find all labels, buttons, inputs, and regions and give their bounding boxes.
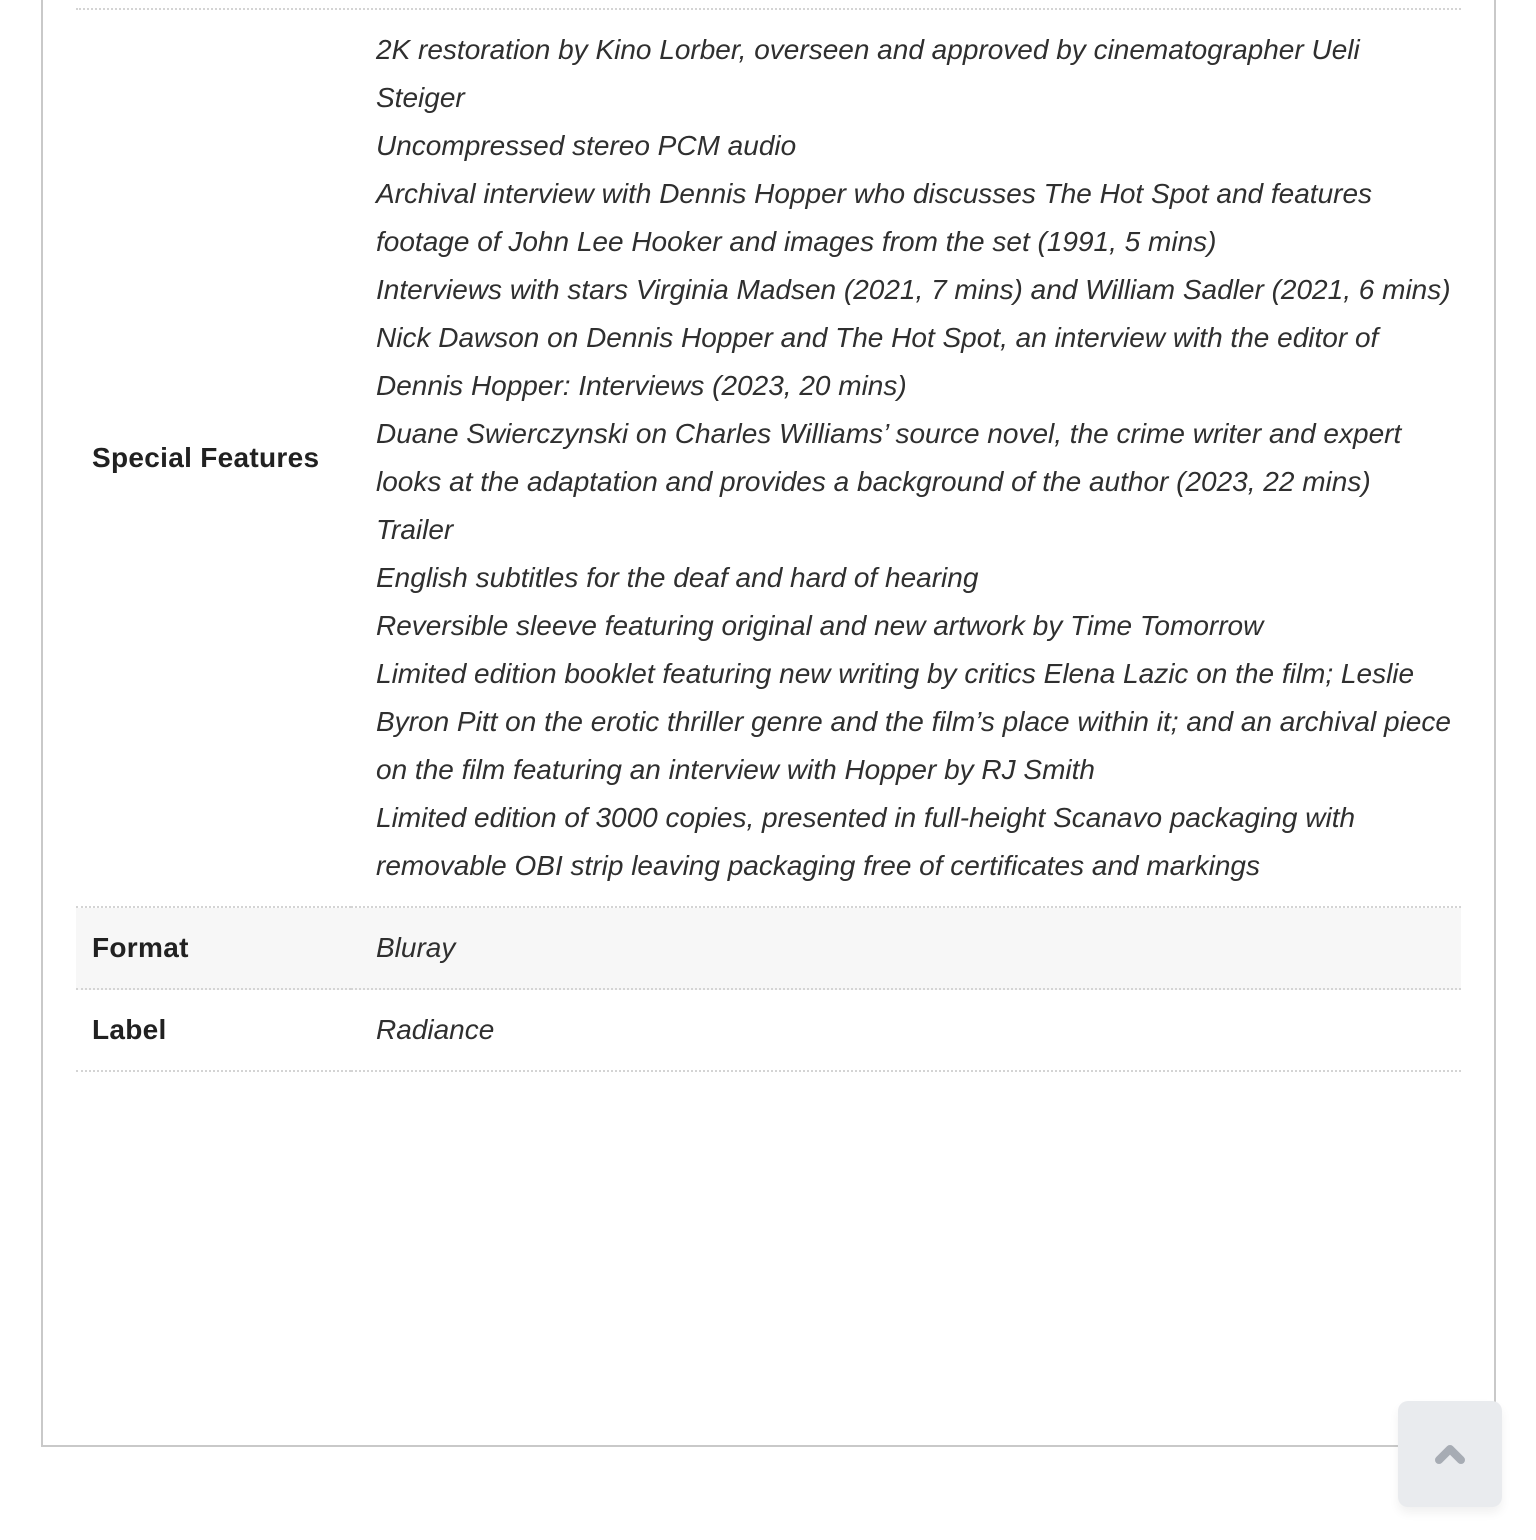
table-row-special-features [76, 10, 1461, 908]
table-row-format [76, 908, 1461, 990]
special-feature-item: 2K restoration by Kino Lorber, overseen and approved by cinematographer Ueli Steiger [376, 34, 1360, 113]
product-details-table [76, 8, 1461, 1072]
row-label-special-features: Special Features [76, 10, 351, 908]
special-feature-item: Nick Dawson on Dennis Hopper and The Hot Spot, an interview with the editor of Dennis Hopper: Interviews (2023, 20 mins) [376, 322, 1379, 401]
row-label-label: Label [76, 990, 351, 1072]
row-label-format: Format [76, 908, 351, 990]
row-value-label: Radiance [351, 990, 1461, 1072]
special-feature-item: Limited edition booklet featuring new writing by critics Elena Lazic on the film; Leslie Byron Pitt on the erotic thriller genre and the film’s place within it; and an archival piece on the film featuring an interview with Hopper by RJ Smith [376, 658, 1451, 785]
special-feature-item: Uncompressed stereo PCM audio [376, 130, 797, 161]
special-feature-item: Limited edition of 3000 copies, presented in full-height Scanavo packaging with removable OBI strip leaving packaging free of certificates and markings [376, 802, 1356, 881]
special-feature-item: Archival interview with Dennis Hopper who discusses The Hot Spot and features footage of John Lee Hooker and images from the set (1991, 5 mins) [376, 178, 1373, 257]
row-value-format: Bluray [351, 908, 1461, 990]
special-feature-item: Interviews with stars Virginia Madsen (2021, 7 mins) and William Sadler (2021, 6 mins) [376, 274, 1451, 305]
table-row-label [76, 990, 1461, 1072]
product-details-card [41, 0, 1496, 1447]
chevron-up-icon [1431, 1439, 1469, 1469]
scroll-to-top-button[interactable] [1398, 1401, 1502, 1507]
special-feature-item: Reversible sleeve featuring original and new artwork by Time Tomorrow [376, 610, 1264, 641]
special-feature-item: Trailer [376, 514, 454, 545]
special-feature-item: Duane Swierczynski on Charles Williams’ source novel, the crime writer and expert looks at the adaptation and provides a background of the author (2023, 22 mins) [376, 418, 1402, 497]
row-value-special-features [351, 10, 1461, 908]
special-feature-item: English subtitles for the deaf and hard of hearing [376, 562, 979, 593]
